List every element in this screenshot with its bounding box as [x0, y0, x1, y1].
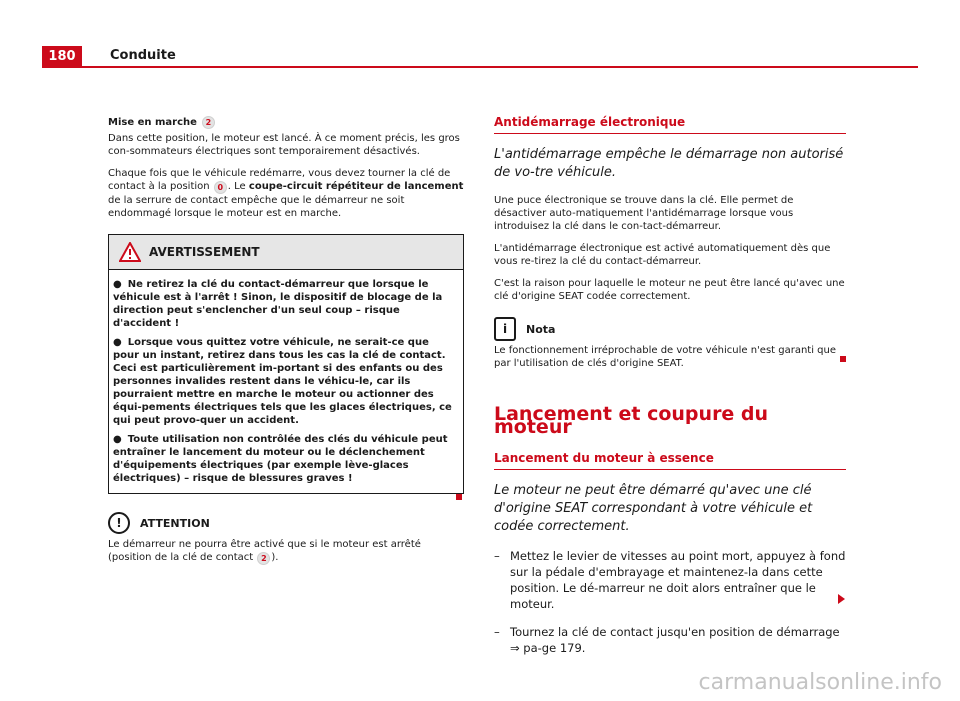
info-icon: i: [494, 317, 516, 341]
petrol-start-heading: Lancement du moteur à essence: [494, 452, 846, 470]
restart-text-2: . Le: [227, 181, 246, 192]
continue-arrow-icon: [838, 594, 845, 604]
immobilizer-paragraph-1: Une puce électronique se trouve dans la clé. Elle permet de désactiver auto-matiquement l'antidémarrage lorsque vous introduisez la clé dans le con-tact-démarreur.: [494, 195, 794, 232]
restart-text-1: Chaque fois que le véhicule redémarre, vous devez tourner la clé de contact à la position: [108, 168, 451, 192]
nota-header: [494, 317, 846, 341]
warning-triangle-icon: [119, 242, 141, 262]
restart-bold: coupe-circuit répétiteur de lancement: [248, 181, 464, 192]
left-column: [108, 116, 464, 574]
warning-item: ● Toute utilisation non contrôlée des clés du véhicule peut entraîner le lancement du moteur ou le déclenchement d'équipements électriques (par exemple lève-glaces électriques) – risque de blessures graves !: [113, 434, 448, 484]
section-end-marker: [456, 494, 462, 500]
section-end-marker: [840, 356, 846, 362]
restart-text-3: de la serrure de contact empêche que le démarreur ne soit endommagé lorsque le moteur est en marche.: [108, 195, 405, 219]
chapter-title: Lancement et coupure du moteur: [494, 403, 769, 438]
warning-item: ● Ne retirez la clé du contact-démarreur que lorsque le véhicule est à l'arrêt ! Sinon, le dispositif de blocage de la direction peut s'enclencher d'un seul coup – risque d'accident !: [113, 279, 443, 329]
petrol-start-lead: Le moteur ne peut être démarré qu'avec une clé d'origine SEAT correspondant à votre véhicule et codée correctement.: [494, 483, 813, 534]
start-position-title: Mise en marche: [108, 117, 197, 128]
right-column: [494, 116, 846, 668]
page-number: 180: [42, 46, 82, 66]
immobilizer-lead: L'antidémarrage empêche le démarrage non autorisé de vo-tre véhicule.: [494, 147, 844, 180]
nota-text: Le fonctionnement irréprochable de votre véhicule n'est garanti que par l'utilisation de clés d'origine SEAT.: [494, 345, 837, 369]
exclamation-icon: !: [108, 512, 130, 534]
attention-header: [108, 512, 464, 534]
position-marker-0: 0: [214, 181, 227, 194]
immobilizer-heading: Antidémarrage électronique: [494, 116, 846, 134]
attention-title: ATTENTION: [140, 516, 210, 530]
warning-header: [109, 235, 463, 270]
warning-item: ● Lorsque vous quittez votre véhicule, ne serait-ce que pour un instant, retirez dans tous les cas la clé de contact. Ceci est particulièrement im-portant si des enfants ou des personnes invalides restent dans le véhicu-le, car ils pourraient mettre en marche le moteur ou actionner des équi-pements électriques tels que les glaces électriques, ce qui peut provo-quer un accident.: [113, 337, 452, 426]
watermark: carmanualsonline.info: [698, 670, 942, 695]
nota-title: Nota: [526, 322, 556, 336]
warning-title: AVERTISSEMENT: [149, 244, 260, 259]
position-marker-2: 2: [257, 552, 270, 565]
section-title: Conduite: [110, 48, 176, 63]
attention-text: Le démarreur ne pourra être activé que si le moteur est arrêté (position de la clé de contact 2 ).: [108, 539, 421, 563]
header-rule: [42, 66, 918, 68]
position-marker-2: 2: [202, 116, 215, 129]
start-position-heading: [108, 116, 464, 129]
attention-block: [108, 512, 464, 565]
nota-block: [494, 317, 846, 370]
warning-box: [108, 234, 464, 494]
start-position-text: Dans cette position, le moteur est lancé. À ce moment précis, les gros con-sommateurs électriques sont temporairement désactivés.: [108, 133, 460, 157]
instruction-step: – Tournez la clé de contact jusqu'en position de démarrage ⇒ pa-ge 179.: [494, 625, 840, 655]
warning-body: [109, 270, 463, 493]
restart-paragraph: [108, 167, 464, 220]
instruction-step: – Mettez le levier de vitesses au point mort, appuyez à fond sur la pédale d'embrayage et maintenez-la dans cette position. Le dé-marreur ne doit alors entraîner que le moteur.: [494, 549, 846, 611]
immobilizer-paragraph-2: L'antidémarrage électronique est activé automatiquement dès que vous re-tirez la clé du contact-démarreur.: [494, 243, 831, 267]
immobilizer-paragraph-3: C'est la raison pour laquelle le moteur ne peut être lancé qu'avec une clé d'origine SEAT codée correctement.: [494, 278, 845, 302]
